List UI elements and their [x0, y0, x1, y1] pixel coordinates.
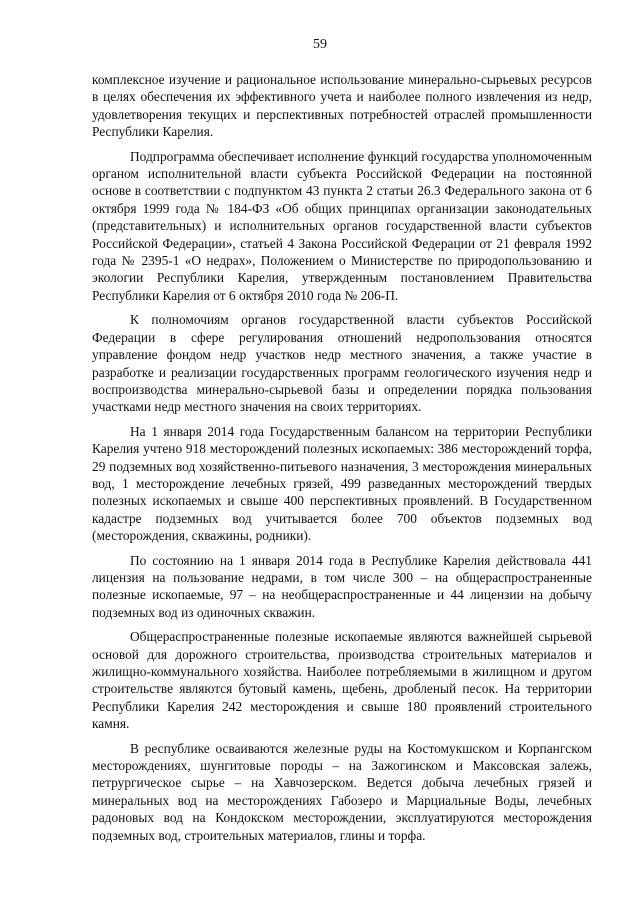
paragraph-5: По состоянию на 1 января 2014 года в Республике Карелия действовала 441 лицензия на пользование недрами, в том числе 300 – на общераспространенные полезные ископаемые, 97 – на необщераспространенные и 44 лицензии на добычу подземных вод из одиночных скважин.: [92, 552, 592, 620]
paragraph-1: комплексное изучение и рациональное использование минерально-сырьевых ресурсов в целях обеспечения их эффективного учета и наиболее полного извлечения из недр, удовлетворения текущих и перспективных потребностей отраслей промышленности Республики Карелия.: [92, 72, 592, 140]
paragraph-2: Подпрограмма обеспечивает исполнение функций государства уполномоченным органом исполнительной власти субъекта Российской Федерации на постоянной основе в соответствии с подпунктом 43 пункта 2 статьи 26.3 Федерального закона от 6 октября 1999 года № 184-ФЗ «Об общих принципах организации законодательных (представительных) и исполнительных органов государственной власти субъектов Российской Федерации», статьей 4 Закона Российской Федерации от 21 февраля 1992 года № 2395-1 «О недрах», Положением о Министерстве по природопользованию и экологии Республики Карелия, утвержденным постановлением Правительства Республики Карелия от 6 октября 2010 года № 206-П.: [92, 148, 592, 303]
paragraph-3: К полномочиям органов государственной власти субъектов Российской Федерации в сфере регулирования отношений недропользования относятся управление фондом недр участков недр местного значения, а также участие в разработке и реализации государственных программ геологического изучения недр и воспроизводства минерально-сырьевой базы и определении порядка пользования участками недр местного значения на своих территориях.: [92, 312, 592, 415]
paragraph-6: Общераспространенные полезные ископаемые являются важнейшей сырьевой основой для дорожного строительства, производства строительных материалов и жилищно-коммунального хозяйства. Наиболее потребляемыми в жилищном и другом строительстве являются бутовый камень, щебень, дробленый песок. На территории Республики Карелия 242 месторождения и свыше 180 проявлений строительного камня.: [92, 629, 592, 732]
paragraph-7: В республике осваиваются железные руды на Костомукшском и Корпангском месторождениях, шунгитовые породы – на Зажогинском и Максовская залежь, петрургическое сырье – на Хавчозерском. Ведется добыча лечебных грязей и минеральных вод на месторождениях Габозеро и Марциальные Воды, лечебных радоновых вод на Кондокском месторождении, эксплуатируются месторождения подземных вод, строительных материалов, глины и торфа.: [92, 740, 592, 843]
page-body: [92, 71, 592, 851]
paragraph-4: На 1 января 2014 года Государственным балансом на территории Республики Карелия учтено 918 месторождений полезных ископаемых: 386 месторождений торфа, 29 подземных вод хозяйственно-питьевого назначения, 3 месторождения минеральных вод, 1 месторождение лечебных грязей, 499 разведанных месторождений твердых полезных ископаемых и свыше 400 перспективных проявлений. В Государственном кадастре подземных вод учитывается более 700 объектов подземных вод (месторождения, скважины, родники).: [92, 423, 592, 544]
page-number: 59: [313, 37, 327, 52]
